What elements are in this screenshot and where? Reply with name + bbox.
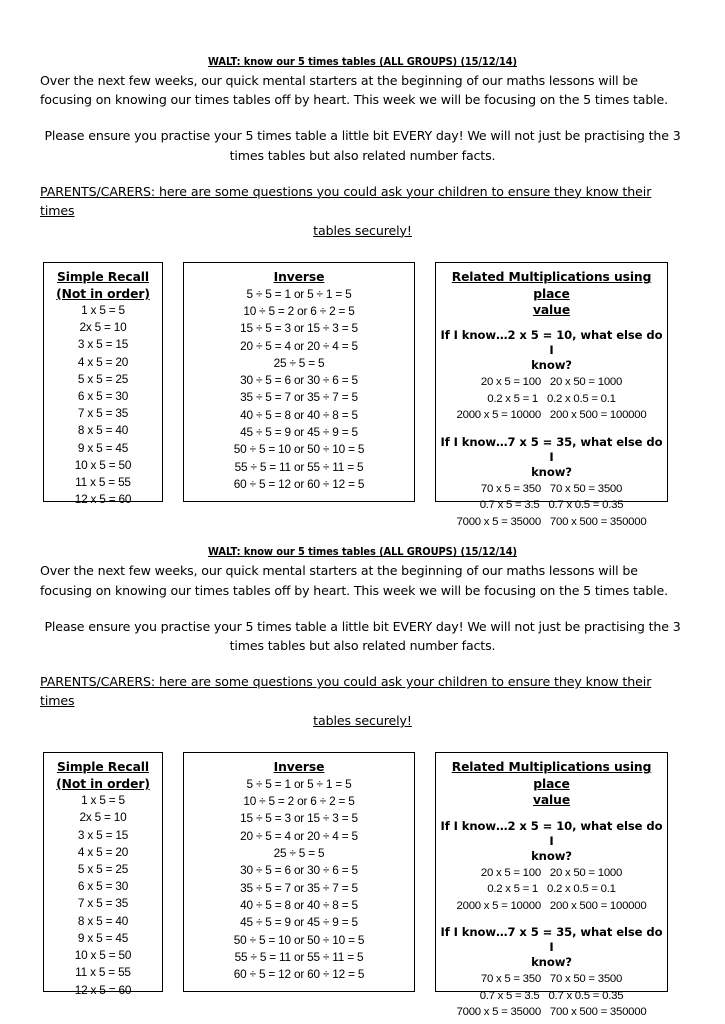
related-left: 0.2 x 5 = 1: [487, 392, 538, 405]
related-left: 0.7 x 5 = 3.5: [479, 989, 540, 1002]
fact-item: 3 x 5 = 15: [77, 337, 129, 352]
related-right: 0.7 x 0.5 = 0.35: [548, 499, 624, 512]
related-question-line-2: know?: [531, 358, 572, 373]
parents-carers-line-1: PARENTS/CARERS: here are some questions you could ask your children to ensure they know their times: [40, 183, 652, 219]
related-row: [440, 407, 663, 423]
fact-item: 45 ÷ 5 = 9 or 45 ÷ 9 = 5: [240, 915, 358, 930]
fact-item: 30 ÷ 5 = 6 or 30 ÷ 6 = 5: [240, 863, 358, 878]
related-right: 200 x 500 = 100000: [549, 409, 647, 422]
related-right: 0.2 x 0.5 = 0.1: [547, 392, 616, 405]
parents-carers-heading: [40, 182, 685, 241]
related-question-line-1: If I know…7 x 5 = 35, what else do I: [440, 434, 663, 464]
related-row: [440, 865, 663, 881]
related-row: [440, 391, 663, 407]
simple-recall-box: [43, 262, 163, 507]
related-group-2: [440, 925, 663, 1020]
fact-item: 10 x 5 = 50: [74, 948, 132, 963]
worksheet-copy-2: [40, 502, 685, 1018]
fact-item: 60 ÷ 5 = 12 or 60 ÷ 12 = 5: [233, 967, 365, 982]
related-left: 2000 x 5 = 10000: [456, 409, 541, 422]
fact-item: 55 ÷ 5 = 11 or 55 ÷ 11 = 5: [234, 459, 364, 474]
fact-item: 40 ÷ 5 = 8 or 40 ÷ 8 = 5: [240, 407, 358, 422]
simple-recall-subtitle: (Not in order): [56, 286, 150, 301]
inverse-box: [183, 262, 415, 502]
fact-item: 4 x 5 = 20: [77, 354, 129, 369]
related-right: 0.7 x 0.5 = 0.35: [548, 989, 624, 1002]
related-rows: [440, 865, 663, 914]
fact-item: 12 x 5 = 60: [74, 492, 132, 507]
related-group-1: [440, 328, 663, 423]
related-right: 20 x 50 = 1000: [549, 376, 623, 389]
fact-item: 10 x 5 = 50: [74, 457, 132, 472]
fact-item: 10 ÷ 5 = 2 or 6 ÷ 2 = 5: [243, 303, 355, 318]
fact-item: 7 x 5 = 35: [77, 406, 129, 421]
related-left: 20 x 5 = 100: [480, 376, 541, 389]
related-row: [440, 881, 663, 897]
related-left: 20 x 5 = 100: [480, 866, 541, 879]
fact-item: 30 ÷ 5 = 6 or 30 ÷ 6 = 5: [240, 373, 358, 388]
related-left: 2000 x 5 = 10000: [456, 899, 541, 912]
related-right: 20 x 50 = 1000: [549, 866, 623, 879]
inverse-box: [183, 752, 415, 992]
intro-paragraph: Over the next few weeks, our quick mental starters at the beginning of our maths lessons will be focusing on knowing our times tables off by heart. This week we will be focusing on the 5 times table.: [40, 73, 668, 108]
fact-item: 25 ÷ 5 = 5: [273, 355, 325, 370]
fact-item: 5 x 5 = 25: [77, 862, 129, 877]
related-group-1: [440, 819, 663, 914]
fact-item: 60 ÷ 5 = 12 or 60 ÷ 12 = 5: [233, 477, 365, 492]
related-left: 0.2 x 5 = 1: [487, 883, 538, 896]
parents-carers-line-2: tables securely!: [313, 222, 412, 238]
related-question-line-1: If I know…7 x 5 = 35, what else do I: [440, 924, 663, 955]
related-row: [440, 374, 663, 390]
parents-carers-line-2: tables securely!: [313, 712, 412, 728]
fact-boxes-row: [40, 752, 685, 1018]
parents-carers-line-1: PARENTS/CARERS: here are some questions you could ask your children to ensure they know their times: [40, 673, 652, 709]
related-question-line-1: If I know…2 x 5 = 10, what else do I: [440, 328, 663, 358]
related-row: [440, 898, 663, 914]
fact-item: 12 x 5 = 60: [74, 982, 132, 997]
fact-item: 4 x 5 = 20: [77, 844, 129, 859]
fact-item: 9 x 5 = 45: [77, 440, 129, 455]
fact-item: 35 ÷ 5 = 7 or 35 ÷ 7 = 5: [240, 390, 358, 405]
intro-paragraph: Over the next few weeks, our quick mental starters at the beginning of our maths lessons will be focusing on knowing our times tables off by heart. This week we will be focusing on the 5 times table.: [40, 563, 668, 598]
fact-item: 35 ÷ 5 = 7 or 35 ÷ 7 = 5: [240, 880, 358, 895]
fact-item: 5 ÷ 5 = 1 or 5 ÷ 1 = 5: [246, 286, 352, 301]
fact-item: 50 ÷ 5 = 10 or 50 ÷ 10 = 5: [233, 932, 365, 947]
related-multiplications-box: [435, 752, 668, 1018]
fact-item: 1 x 5 = 5: [81, 302, 125, 317]
worksheet-copy-1: [40, 0, 685, 528]
related-question-line-2: know?: [531, 848, 572, 863]
related-right: 0.2 x 0.5 = 0.1: [547, 883, 616, 896]
related-right: 70 x 50 = 3500: [549, 482, 623, 495]
fact-item: 10 ÷ 5 = 2 or 6 ÷ 2 = 5: [243, 794, 355, 809]
simple-recall-title: Simple Recall: [56, 760, 150, 775]
related-question-line-2: know?: [531, 464, 572, 479]
fact-item: 5 x 5 = 25: [77, 371, 129, 386]
fact-item: 6 x 5 = 30: [77, 389, 129, 404]
simple-recall-box: [43, 752, 163, 997]
fact-item: 8 x 5 = 40: [77, 423, 129, 438]
related-rows: [440, 971, 663, 1020]
fact-item: 20 ÷ 5 = 4 or 20 ÷ 4 = 5: [240, 828, 358, 843]
related-left: 7000 x 5 = 35000: [456, 515, 541, 528]
fact-item: 9 x 5 = 45: [77, 930, 129, 945]
inverse-fact-list: [188, 776, 410, 984]
simple-recall-title: Simple Recall: [56, 270, 150, 285]
fact-item: 15 ÷ 5 = 3 or 15 ÷ 3 = 5: [240, 321, 358, 336]
fact-item: 15 ÷ 5 = 3 or 15 ÷ 3 = 5: [240, 811, 358, 826]
fact-item: 11 x 5 = 55: [75, 475, 131, 490]
related-left: 7000 x 5 = 35000: [456, 1005, 541, 1018]
fact-item: 55 ÷ 5 = 11 or 55 ÷ 11 = 5: [234, 949, 364, 964]
simple-recall-fact-list: [48, 792, 158, 999]
related-rows: [440, 374, 663, 423]
inverse-fact-list: [188, 286, 410, 494]
fact-item: 25 ÷ 5 = 5: [273, 846, 325, 861]
fact-item: 5 ÷ 5 = 1 or 5 ÷ 1 = 5: [246, 776, 352, 791]
related-multiplications-box: [435, 262, 668, 528]
related-right: 70 x 50 = 3500: [549, 973, 623, 986]
related-question-line-1: If I know…2 x 5 = 10, what else do I: [440, 818, 663, 848]
related-right: 200 x 500 = 100000: [549, 899, 647, 912]
fact-item: 50 ÷ 5 = 10 or 50 ÷ 10 = 5: [233, 442, 365, 457]
related-title-line-1: Related Multiplications using place: [451, 270, 652, 301]
inverse-title: Inverse: [273, 270, 325, 285]
fact-item: 45 ÷ 5 = 9 or 45 ÷ 9 = 5: [240, 425, 358, 440]
practise-paragraph: Please ensure you practise your 5 times table a little bit EVERY day! We will not just be practising the 3 times tables but also related number facts.: [44, 618, 681, 653]
related-left: 0.7 x 5 = 3.5: [479, 499, 540, 512]
fact-item: 3 x 5 = 15: [77, 827, 129, 842]
related-row: [440, 1004, 663, 1020]
fact-item: 40 ÷ 5 = 8 or 40 ÷ 8 = 5: [240, 898, 358, 912]
fact-item: 11 x 5 = 55: [75, 965, 131, 980]
related-title-line-2: value: [532, 793, 571, 808]
fact-item: 7 x 5 = 35: [77, 896, 129, 911]
related-right: 700 x 500 = 350000: [549, 1005, 647, 1018]
fact-item: 6 x 5 = 30: [77, 879, 129, 894]
related-question-line-2: know?: [531, 955, 572, 970]
simple-recall-subtitle: (Not in order): [56, 776, 150, 791]
practise-paragraph: Please ensure you practise your 5 times table a little bit EVERY day! We will not just be practising the 3 times tables but also related number facts.: [44, 128, 681, 163]
fact-item: 2x 5 = 10: [79, 320, 127, 335]
walt-title: WALT: know our 5 times tables (ALL GROUPS) (15/12/14): [208, 546, 517, 559]
fact-item: 1 x 5 = 5: [81, 793, 125, 808]
related-row: [440, 971, 663, 987]
fact-item: 8 x 5 = 40: [77, 913, 129, 928]
related-title-line-1: Related Multiplications using place: [451, 760, 652, 791]
fact-item: 20 ÷ 5 = 4 or 20 ÷ 4 = 5: [240, 338, 358, 353]
related-right: 700 x 500 = 350000: [549, 515, 647, 528]
related-left: 70 x 5 = 350: [480, 482, 541, 495]
fact-item: 2x 5 = 10: [79, 810, 127, 825]
related-row: [440, 481, 663, 497]
inverse-title: Inverse: [273, 760, 325, 775]
simple-recall-fact-list: [48, 302, 158, 509]
related-title-line-2: value: [532, 302, 571, 317]
parents-carers-heading: [40, 672, 685, 731]
related-row: [440, 988, 663, 1004]
walt-title: WALT: know our 5 times tables (ALL GROUPS) (15/12/14): [208, 56, 517, 68]
fact-boxes-row: [40, 262, 685, 528]
related-left: 70 x 5 = 350: [480, 973, 541, 986]
